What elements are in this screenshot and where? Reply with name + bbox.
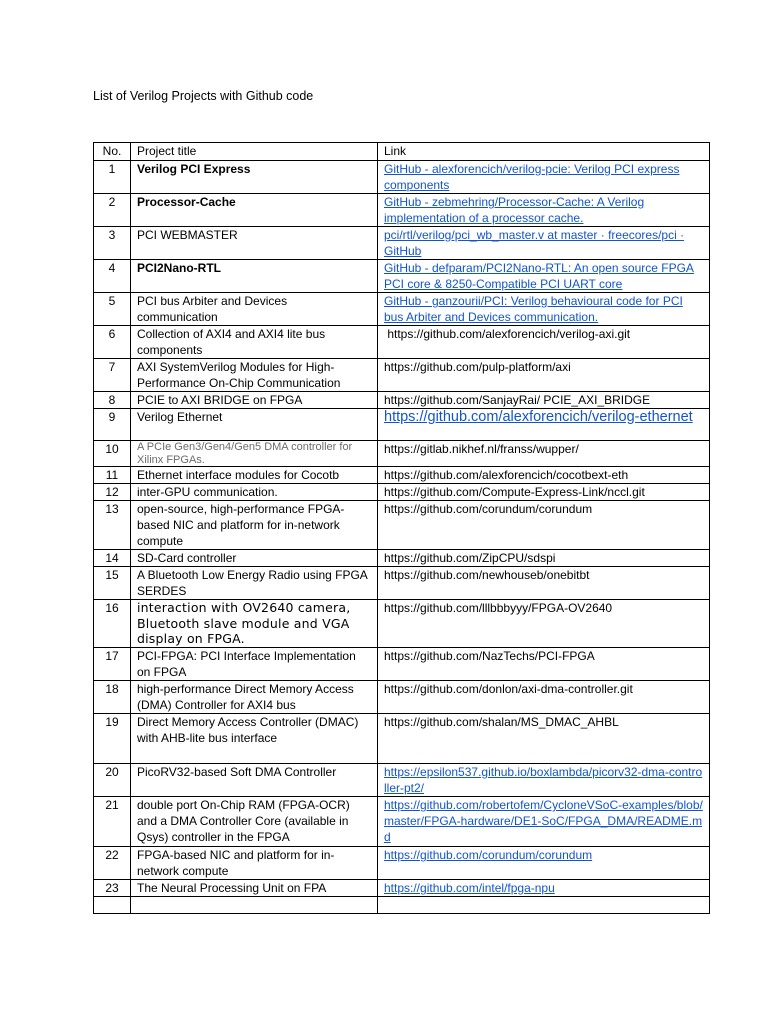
row-number: 8 [94,392,131,409]
projects-table [93,142,710,914]
project-link[interactable]: https://github.com/NazTechs/PCI-FPGA [378,648,710,681]
project-link[interactable]: https://github.com/corundum/corundum [384,848,593,862]
project-link[interactable]: https://github.com/ZipCPU/sdspi [378,550,710,567]
project-link-cell [378,409,710,441]
table-row [94,326,710,359]
table-row [94,227,710,260]
project-link[interactable]: pci/rtl/verilog/pci_wb_master.v at master · freecores/pci · GitHub [384,228,685,258]
project-link-cell [378,880,710,897]
table-row [94,194,710,227]
project-title: Verilog PCI Express [131,161,378,194]
project-title: A PCIe Gen3/Gen4/Gen5 DMA controller for Xilinx FPGAs. [131,441,378,467]
table-row [94,681,710,714]
table-header-row [94,143,710,161]
header-no: No. [94,143,131,161]
project-title: A Bluetooth Low Energy Radio using FPGA SERDES [131,567,378,600]
row-number: 11 [94,467,131,484]
project-title: Ethernet interface modules for Cocotb [131,467,378,484]
project-link[interactable]: https://github.com/newhouseb/onebitbt [378,567,710,600]
project-link-cell [378,161,710,194]
header-link: Link [378,143,710,161]
table-row [94,293,710,326]
project-link[interactable]: https://github.com/donlon/axi-dma-controller.git [378,681,710,714]
row-number: 15 [94,567,131,600]
project-link[interactable]: https://github.com/shalan/MS_DMAC_AHBL [378,714,710,764]
row-number: 4 [94,260,131,293]
project-link[interactable]: https://github.com/robertofem/CycloneVSoC-examples/blob/master/FPGA-hardware/DE1-SoC/FPGA_DMA/README.md [384,798,703,844]
project-title: Processor-Cache [131,194,378,227]
row-number: 5 [94,293,131,326]
project-link-cell [378,797,710,847]
row-number: 6 [94,326,131,359]
project-title: open-source, high-performance FPGA-based NIC and platform for in-network compute [131,501,378,550]
table-row [94,161,710,194]
project-title: PicoRV32-based Soft DMA Controller [131,764,378,797]
table-row [94,260,710,293]
project-link-cell [378,260,710,293]
project-title: PCI WEBMASTER [131,227,378,260]
project-title: Collection of AXI4 and AXI4 lite bus components [131,326,378,359]
row-number: 21 [94,797,131,847]
table-row [94,359,710,392]
row-number: 23 [94,880,131,897]
project-title: PCIE to AXI BRIDGE on FPGA [131,392,378,409]
table-row [94,714,710,764]
header-project-title: Project title [131,143,378,161]
project-link[interactable]: https://github.com/corundum/corundum [378,501,710,550]
table-row [94,880,710,897]
table-row [94,501,710,550]
project-title: The Neural Processing Unit on FPA [131,880,378,897]
empty-cell [378,897,710,914]
project-link[interactable]: GitHub - alexforencich/verilog-pcie: Verilog PCI express components [384,162,680,192]
table-row [94,467,710,484]
project-link[interactable]: https://github.com/SanjayRai/ PCIE_AXI_BRIDGE [378,392,710,409]
row-number: 13 [94,501,131,550]
project-link-cell [378,293,710,326]
document-title: List of Verilog Projects with Github code [93,89,314,103]
project-link[interactable]: https://github.com/alexforencich/verilog-axi.git [378,326,710,359]
row-number: 7 [94,359,131,392]
row-number: 1 [94,161,131,194]
row-number: 2 [94,194,131,227]
row-number: 20 [94,764,131,797]
project-link[interactable]: https://github.com/intel/fpga-npu [384,881,555,895]
project-link[interactable]: https://github.com/Compute-Express-Link/nccl.git [378,484,710,501]
project-title: double port On-Chip RAM (FPGA-OCR) and a DMA Controller Core (available in Qsys) controller in the FPGA [131,797,378,847]
project-title: AXI SystemVerilog Modules for High-Performance On-Chip Communication [131,359,378,392]
row-number: 10 [94,441,131,467]
project-link[interactable]: https://github.com/lllbbbyyy/FPGA-OV2640 [378,600,710,648]
table-row [94,484,710,501]
project-title: interaction with OV2640 camera, Bluetooth slave module and VGA display on FPGA. [131,600,378,648]
project-title: high-performance Direct Memory Access (DMA) Controller for AXI4 bus [131,681,378,714]
project-link-cell [378,227,710,260]
project-link[interactable]: https://github.com/alexforencich/verilog-ethernet [384,409,693,425]
row-number: 3 [94,227,131,260]
project-title: FPGA-based NIC and platform for in-network compute [131,847,378,880]
row-number: 18 [94,681,131,714]
table-row [94,409,710,441]
row-number: 14 [94,550,131,567]
row-number: 9 [94,409,131,441]
table-row [94,567,710,600]
project-title: SD-Card controller [131,550,378,567]
table-row [94,441,710,467]
table-row-empty [94,897,710,914]
project-link[interactable]: https://github.com/pulp-platform/axi [378,359,710,392]
project-link[interactable]: GitHub - defparam/PCI2Nano-RTL: An open source FPGA PCI core & 8250-Compatible PCI UART core [384,261,694,291]
row-number: 17 [94,648,131,681]
row-number: 22 [94,847,131,880]
project-link[interactable]: https://epsilon537.github.io/boxlambda/picorv32-dma-controller-pt2/ [384,765,703,795]
empty-cell [131,897,378,914]
project-title: inter-GPU communication. [131,484,378,501]
project-title: PCI bus Arbiter and Devices communication [131,293,378,326]
row-number: 12 [94,484,131,501]
project-link[interactable]: GitHub - ganzourii/PCI: Verilog behavioural code for PCI bus Arbiter and Devices communication. [384,294,683,324]
project-title: Verilog Ethernet [131,409,378,441]
project-link[interactable]: GitHub - zebmehring/Processor-Cache: A Verilog implementation of a processor cache. [384,195,645,225]
project-link-cell [378,194,710,227]
table-row [94,764,710,797]
table-row [94,600,710,648]
row-number: 16 [94,600,131,648]
project-link[interactable]: https://github.com/alexforencich/cocotbext-eth [378,467,710,484]
project-link-cell [378,847,710,880]
table-row [94,550,710,567]
empty-cell [94,897,131,914]
project-link[interactable]: https://gitlab.nikhef.nl/franss/wupper/ [378,441,710,467]
table-row [94,797,710,847]
project-title: PCI2Nano-RTL [131,260,378,293]
project-link-cell [378,764,710,797]
table-row [94,392,710,409]
project-title: PCI-FPGA: PCI Interface Implementation on FPGA [131,648,378,681]
table-row [94,648,710,681]
project-title: Direct Memory Access Controller (DMAC) with AHB-lite bus interface [131,714,378,764]
row-number: 19 [94,714,131,764]
table-row [94,847,710,880]
